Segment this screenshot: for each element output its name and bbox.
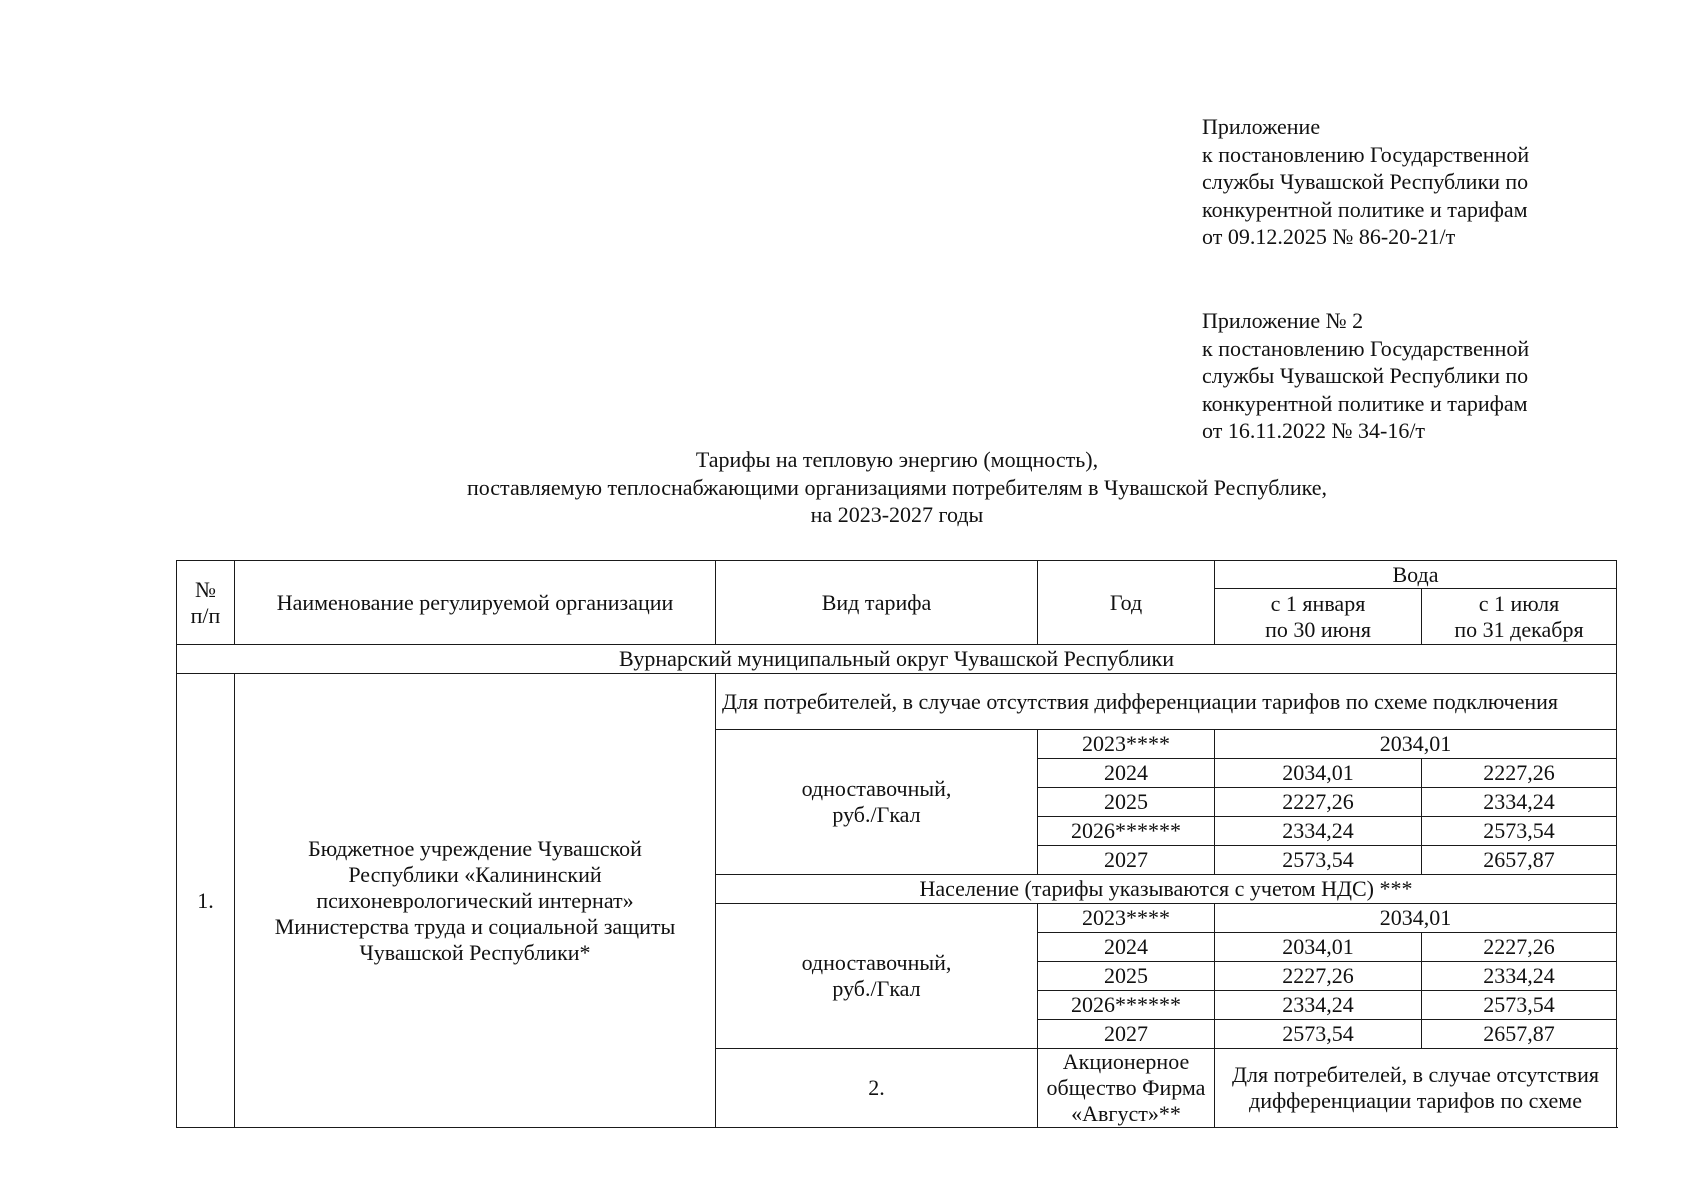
year-cell: 2023**** [1038, 730, 1215, 759]
tariff-value: 2334,24 [1215, 991, 1422, 1020]
tariff-value: 2573,54 [1422, 817, 1617, 846]
tariff-value: 2334,24 [1215, 817, 1422, 846]
title-line: на 2023-2027 годы [810, 502, 984, 527]
tariff-kind-line: одноставочный, [801, 950, 952, 975]
org-number: 2. [716, 1049, 1038, 1128]
annex-1-line: Приложение [1202, 114, 1321, 139]
tariff-value: 2227,26 [1422, 933, 1617, 962]
tariff-kind [716, 730, 1038, 875]
tariff-value: 2657,87 [1422, 846, 1617, 875]
title-line: Тарифы на тепловую энергию (мощность), [695, 447, 1099, 472]
annex-2-line: Приложение № 2 [1202, 308, 1364, 333]
header-row [177, 561, 1617, 589]
header-num [177, 561, 235, 645]
org-name-line: Бюджетное учреждение Чувашской [308, 835, 642, 861]
org-name-line: Республики «Калининский [348, 861, 602, 887]
annex-1-line: к постановлению Государственной [1202, 141, 1530, 167]
year-cell: 2026****** [1038, 991, 1215, 1020]
org-name-line: Министерства труда и социальной защиты [274, 913, 676, 939]
tariff-value: 2334,24 [1422, 788, 1617, 817]
header-num-line: п/п [190, 602, 221, 628]
annex-2-line: от 16.11.2022 № 34-16/т [1202, 418, 1426, 443]
org-name: Акционерное общество Фирма «Август»** [1038, 1049, 1215, 1128]
annex-1-line: от 09.12.2025 № 86-20-21/т [1202, 224, 1456, 249]
header-period-line: по 30 июня [1265, 616, 1371, 642]
consumer-group-label: Для потребителей, в случае отсутствия дифференциации тарифов по схеме подключения [716, 674, 1617, 730]
annex-1-line: службы Чувашской Республики по [1202, 169, 1529, 194]
year-cell: 2026****** [1038, 817, 1215, 846]
header-num-line: № [195, 576, 216, 602]
tariff-value: 2334,24 [1422, 962, 1617, 991]
annex-1-line: конкурентной политике и тарифам [1202, 196, 1528, 222]
annex-2-line: конкурентной политике и тарифам [1202, 390, 1528, 416]
tariff-value: 2034,01 [1215, 933, 1422, 962]
tariff-value: 2573,54 [1215, 846, 1422, 875]
org-name-line: Чувашской Республики* [359, 939, 591, 965]
year-cell: 2027 [1038, 1020, 1215, 1049]
header-period-1 [1215, 589, 1422, 645]
org-name-line: психоневрологический интернат» [316, 887, 634, 913]
year-cell: 2025 [1038, 962, 1215, 991]
year-cell: 2024 [1038, 759, 1215, 788]
header-water: Вода [1215, 561, 1617, 589]
region-row [177, 645, 1617, 674]
tariff-kind-line: одноставочный, [801, 776, 952, 801]
consumer-group-label: Население (тарифы указываются с учетом НДС) *** [716, 875, 1617, 904]
header-period-line: с 1 июля [1478, 590, 1560, 616]
annex-1-header [1202, 113, 1529, 251]
org-name [235, 674, 716, 1128]
tariff-value: 2227,26 [1422, 759, 1617, 788]
year-cell: 2025 [1038, 788, 1215, 817]
table-row [177, 674, 1617, 730]
header-kind: Вид тарифа [716, 561, 1038, 645]
tariff-value: 2657,87 [1422, 1020, 1617, 1049]
tariff-kind-line: руб./Гкал [832, 976, 921, 1001]
tariff-value: 2034,01 [1215, 759, 1422, 788]
tariff-value: 2573,54 [1422, 991, 1617, 1020]
year-cell: 2024 [1038, 933, 1215, 962]
region-name: Вурнарский муниципальный округ Чувашской Республики [177, 645, 1617, 674]
document-title [0, 446, 1697, 529]
consumer-group-label: Для потребителей, в случае отсутствия дифференциации тарифов по схеме [1215, 1049, 1617, 1128]
tariff-value: 2227,26 [1215, 788, 1422, 817]
tariff-value: 2227,26 [1215, 962, 1422, 991]
title-line: поставляемую теплоснабжающими организациями потребителям в Чувашской Республике, [466, 474, 1328, 500]
annex-2-line: к постановлению Государственной [1202, 335, 1530, 361]
header-period-2 [1422, 589, 1617, 645]
annex-2-header [1202, 307, 1529, 445]
annex-2-line: службы Чувашской Республики по [1202, 363, 1529, 388]
tariff-value-merged: 2034,01 [1215, 904, 1617, 933]
tariff-kind [716, 904, 1038, 1049]
tariff-kind-line: руб./Гкал [832, 802, 921, 827]
year-cell: 2023**** [1038, 904, 1215, 933]
year-cell: 2027 [1038, 846, 1215, 875]
header-period-line: с 1 января [1270, 590, 1366, 616]
tariff-value-merged: 2034,01 [1215, 730, 1617, 759]
tariff-value: 2573,54 [1215, 1020, 1422, 1049]
header-period-line: по 31 декабря [1454, 616, 1584, 642]
org-number: 1. [177, 674, 235, 1128]
header-year: Год [1038, 561, 1215, 645]
tariff-table [176, 560, 1617, 1128]
header-name: Наименование регулируемой организации [235, 561, 716, 645]
